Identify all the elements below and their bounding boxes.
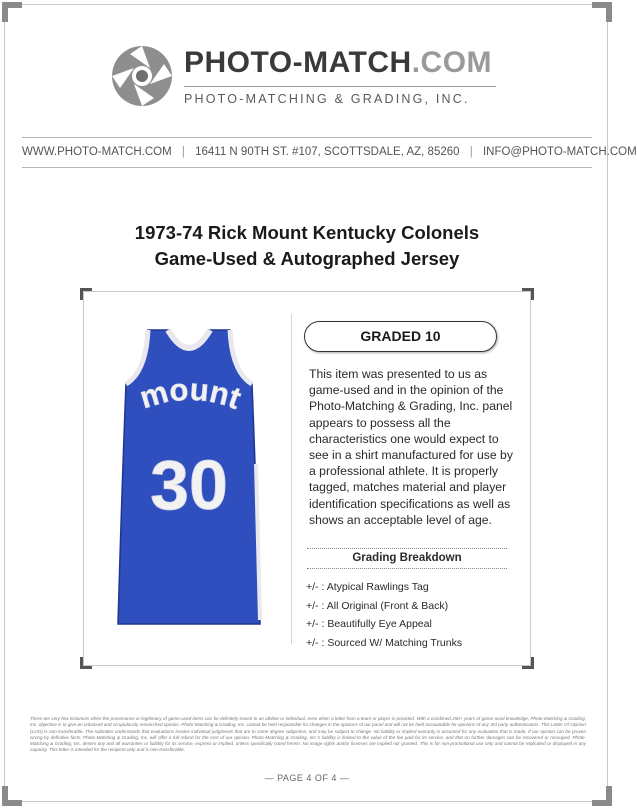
title-line-2: Game-Used & Autographed Jersey: [154, 248, 460, 269]
grading-breakdown-title: Grading Breakdown: [352, 552, 462, 564]
contact-email[interactable]: INFO@PHOTO-MATCH.COM: [482, 146, 637, 158]
brand-name: [184, 46, 492, 80]
certificate-panel: [83, 291, 531, 666]
breakdown-text: Atypical Rawlings Tag: [326, 581, 429, 593]
page-number: — PAGE 4 OF 4 —: [264, 773, 350, 783]
grading-breakdown-list: [306, 578, 462, 652]
panel-divider: [291, 314, 292, 644]
breakdown-text: Sourced W/ Matching Trunks: [327, 636, 463, 649]
page-corner-top-right: [592, 2, 612, 22]
breakdown-prefix: +/- :: [306, 599, 325, 612]
contact-separator: |: [469, 146, 473, 158]
breakdown-text: Beautifully Eye Appeal: [327, 618, 432, 630]
document-title: [40, 220, 574, 272]
breakdown-prefix: +/- :: [306, 618, 325, 630]
contact-website[interactable]: WWW.PHOTO-MATCH.COM: [22, 146, 172, 158]
brand-divider: [184, 86, 496, 87]
breakdown-prefix: +/- :: [306, 636, 325, 649]
breakdown-item: [306, 597, 462, 616]
page-corner-bottom-left: [2, 786, 22, 806]
disclaimer-fineprint: There are very few instances when the provenance or legitimacy of game-used items can be definitely traced to an athlete or individual, even when a letter from a team or player is provided. With a combined 250+ years of game-used knowledge, Photo-Matching & Grading, Inc. objective is to give an unbiased and scrupulously researched opinion. Photo-Matching & Grading, Inc. cannot be held responsible for changes in the opinions of our panel and will not be held accountable for opinions of any 3rd party authenticators. This Letter Of Opinion (LOO) is non-transferable. The submitter understands that evaluations involve individual judgments that are to some degree subjective, and may be subject to change. No liability or implied warranty is assumed for any evaluation that is made. If our opinion can be proven wrong by definitive facts, Photo-Matching & Grading, Inc. will offer a full refund for the cost of our opinion. Photo-Matching & Grading, Inc.'s liability is limited to the value of the fee paid for its service, and that no further damages can be recovered or recouped. Photo-Matching & Grading, Inc. denies any and all warranties or liability for its service, express or implied, unless specifically noted herein. No image rights and/or licenses are implied nor granted. This is for non-promotional use only and cannot be replicated or displayed in any capacity. This letter is intended for the recipient only and is non-transferable.: [30, 716, 586, 753]
page-corner-bottom-right: [592, 786, 612, 806]
jersey-name: mount: [135, 371, 246, 416]
breakdown-prefix: +/- :: [306, 581, 325, 593]
grade-badge: GRADED 10: [304, 321, 497, 352]
breakdown-item: [306, 634, 462, 653]
page-corner-top-left: [2, 2, 22, 22]
contact-line: [22, 146, 637, 158]
contact-rule-top: [22, 137, 592, 138]
aperture-icon: [110, 44, 174, 108]
title-line-1: 1973-74 Rick Mount Kentucky Colonels: [134, 222, 480, 243]
breakdown-text: All Original (Front & Back): [326, 599, 449, 612]
item-description: This item was presented to us as game-used and in the opinion of the Photo-Matching & Grading, Inc. panel appears to possess all the characteristics one would expect to see in a shirt manufactured for use by a professional athlete. It is properly tagged, matches material and player identification specifications as well as shows an acceptable level of age.: [309, 367, 513, 527]
brand-name-tld: .COM: [411, 46, 493, 79]
brand-name-main: PHOTO-MATCH: [184, 46, 412, 79]
panel-bracket-bottom-right: [522, 657, 534, 669]
brand-tagline: PHOTO-MATCHING & GRADING, INC.: [184, 92, 470, 106]
jersey-photo: [110, 324, 268, 634]
breakdown-item: [306, 615, 462, 634]
panel-bracket-top-left: [80, 288, 92, 300]
contact-separator: |: [181, 146, 185, 158]
brand-logo: [110, 42, 510, 114]
contact-rule-bottom: [22, 167, 592, 168]
panel-bracket-top-right: [522, 288, 534, 300]
panel-bracket-bottom-left: [80, 657, 92, 669]
contact-address: 16411 N 90TH ST. #107, SCOTTSDALE, AZ, 85260: [195, 146, 460, 158]
breakdown-rule-top: [307, 548, 507, 549]
breakdown-item: [306, 578, 462, 597]
breakdown-rule-bottom: [307, 568, 507, 569]
jersey-number: 30: [150, 446, 228, 524]
